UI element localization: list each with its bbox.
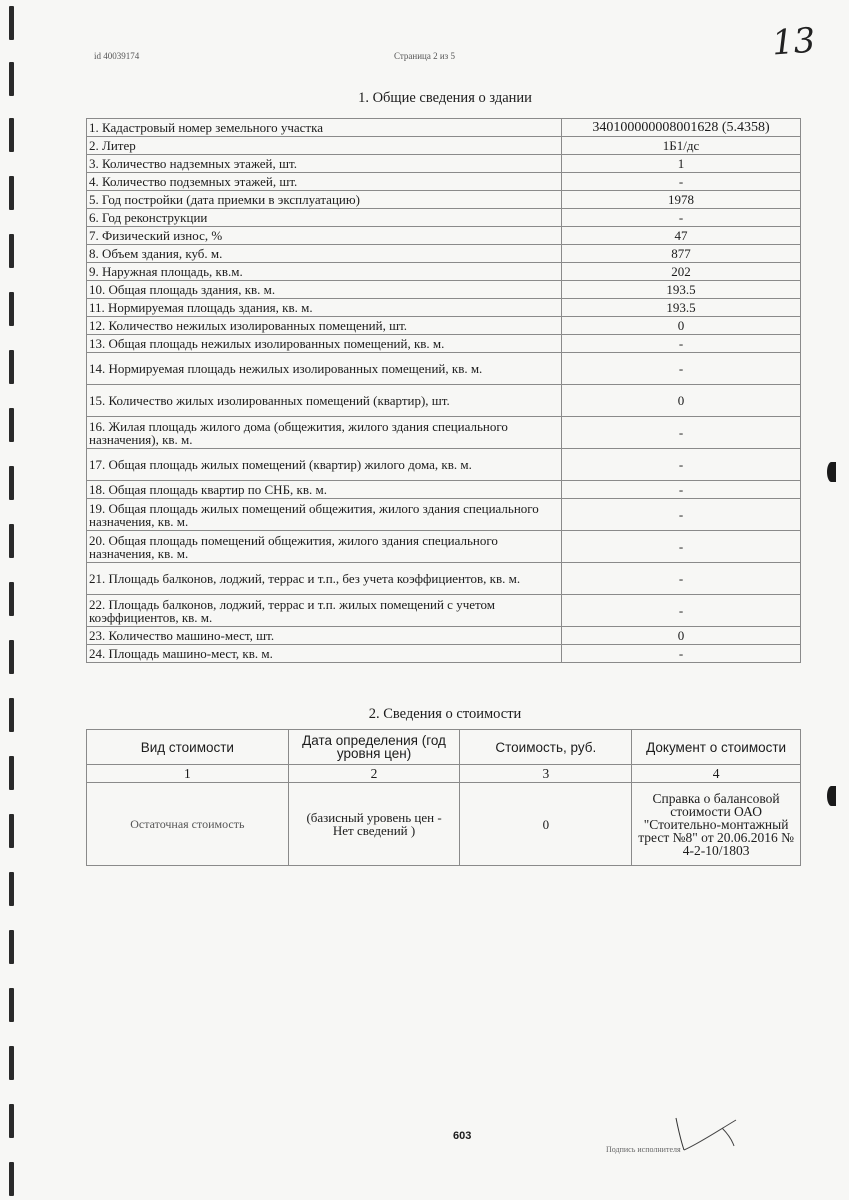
row-label: 21. Площадь балконов, лоджий, террас и т.п., без учета коэффициентов, кв. м.: [87, 563, 562, 595]
column-number: 3: [460, 765, 632, 783]
scan-edge-mark: [827, 462, 836, 482]
section-title-cost: 2. Сведения о стоимости: [368, 706, 522, 722]
row-value: -: [562, 173, 801, 191]
cost-table-row: [87, 783, 801, 866]
row-value: -: [562, 531, 801, 563]
general-table-row: [87, 263, 801, 281]
general-table-row: [87, 645, 801, 663]
general-table-row: [87, 481, 801, 499]
general-info-table: [86, 118, 801, 663]
row-value: -: [562, 499, 801, 531]
row-label: 7. Физический износ, %: [87, 227, 562, 245]
row-value: -: [562, 645, 801, 663]
cost-table-number-row: [87, 765, 801, 783]
row-value: 0: [562, 627, 801, 645]
column-header: Документ о стоимости: [632, 730, 801, 765]
row-value: 202: [562, 263, 801, 281]
signature-caption: Подпись исполнителя: [606, 1145, 681, 1154]
handwritten-page-number: 13: [770, 20, 817, 64]
row-value: -: [562, 353, 801, 385]
row-value: 1: [562, 155, 801, 173]
binder-hole: [9, 640, 14, 674]
general-table-row: [87, 531, 801, 563]
cost-table-header-row: [87, 730, 801, 765]
binder-holes: [0, 0, 26, 1200]
binder-hole: [9, 930, 14, 964]
binder-hole: [9, 292, 14, 326]
binder-hole: [9, 582, 14, 616]
general-table-row: [87, 449, 801, 481]
row-label: 2. Литер: [87, 137, 562, 155]
row-label: 20. Общая площадь помещений общежития, жилого здания специального назначения, кв. м.: [87, 531, 562, 563]
row-value: -: [562, 335, 801, 353]
general-table-row: [87, 155, 801, 173]
general-table-row: [87, 245, 801, 263]
column-header: Вид стоимости: [87, 730, 289, 765]
general-table-row: [87, 499, 801, 531]
cost-document-cell: Справка о балансовой стоимости ОАО "Стоительно-монтажный трест №8" от 20.06.2016 № 4-2-10/1803: [632, 783, 801, 866]
binder-hole: [9, 524, 14, 558]
row-label: 1. Кадастровый номер земельного участка: [87, 119, 562, 137]
general-table-row: [87, 299, 801, 317]
column-number: 4: [632, 765, 801, 783]
binder-hole: [9, 756, 14, 790]
binder-hole: [9, 350, 14, 384]
row-value: -: [562, 209, 801, 227]
row-value: 0: [562, 317, 801, 335]
general-table-row: [87, 209, 801, 227]
row-value: 47: [562, 227, 801, 245]
cost-value-cell: 0: [460, 783, 632, 866]
column-header: Стоимость, руб.: [460, 730, 632, 765]
general-table-row: [87, 417, 801, 449]
row-label: 4. Количество подземных этажей, шт.: [87, 173, 562, 191]
general-table-row: [87, 173, 801, 191]
row-value: 193.5: [562, 281, 801, 299]
binder-hole: [9, 814, 14, 848]
binder-hole: [9, 988, 14, 1022]
row-label: 18. Общая площадь квартир по СНБ, кв. м.: [87, 481, 562, 499]
row-label: 17. Общая площадь жилых помещений (квартир) жилого дома, кв. м.: [87, 449, 562, 481]
general-table-row: [87, 627, 801, 645]
column-number: 2: [288, 765, 460, 783]
row-value: -: [562, 481, 801, 499]
document-id: id 40039174: [94, 51, 140, 61]
binder-hole: [9, 408, 14, 442]
row-value: 193.5: [562, 299, 801, 317]
binder-hole: [9, 176, 14, 210]
general-table-row: [87, 595, 801, 627]
row-value: -: [562, 417, 801, 449]
row-label: 10. Общая площадь здания, кв. м.: [87, 281, 562, 299]
row-label: 13. Общая площадь нежилых изолированных помещений, кв. м.: [87, 335, 562, 353]
general-table-row: [87, 353, 801, 385]
page-number: 603: [453, 1130, 472, 1142]
row-label: 14. Нормируемая площадь нежилых изолированных помещений, кв. м.: [87, 353, 562, 385]
general-table-row: [87, 385, 801, 417]
cost-date-cell: (базисный уровень цен - Нет сведений ): [288, 783, 460, 866]
row-value: 0: [562, 385, 801, 417]
row-label: 9. Наружная площадь, кв.м.: [87, 263, 562, 281]
row-value: -: [562, 595, 801, 627]
general-table-row: [87, 317, 801, 335]
section-title-general: 1. Общие сведения о здании: [358, 90, 532, 106]
general-table-row: [87, 335, 801, 353]
binder-hole: [9, 1046, 14, 1080]
row-label: 12. Количество нежилых изолированных помещений, шт.: [87, 317, 562, 335]
row-value: 1Б1/дс: [562, 137, 801, 155]
row-value: 340100000008001628 (5.4358): [562, 119, 801, 137]
row-label: 5. Год постройки (дата приемки в эксплуатацию): [87, 191, 562, 209]
row-label: 22. Площадь балконов, лоджий, террас и т.п. жилых помещений с учетом коэффициентов, кв. м.: [87, 595, 562, 627]
general-table-row: [87, 563, 801, 595]
binder-hole: [9, 466, 14, 500]
binder-hole: [9, 1104, 14, 1138]
row-value: -: [562, 449, 801, 481]
general-table-row: [87, 119, 801, 137]
row-label: 23. Количество машино-мест, шт.: [87, 627, 562, 645]
page-info: Страница 2 из 5: [394, 51, 455, 61]
row-label: 8. Объем здания, куб. м.: [87, 245, 562, 263]
scan-edge-mark: [827, 786, 836, 806]
general-table-row: [87, 137, 801, 155]
column-number: 1: [87, 765, 289, 783]
row-label: 6. Год реконструкции: [87, 209, 562, 227]
binder-hole: [9, 6, 14, 40]
row-label: 3. Количество надземных этажей, шт.: [87, 155, 562, 173]
row-label: 19. Общая площадь жилых помещений общежития, жилого здания специального назначения, кв. м.: [87, 499, 562, 531]
general-table-row: [87, 191, 801, 209]
cost-type-cell: Остаточная стоимость: [87, 783, 289, 866]
row-value: 1978: [562, 191, 801, 209]
row-label: 24. Площадь машино-мест, кв. м.: [87, 645, 562, 663]
general-table-row: [87, 281, 801, 299]
row-value: 877: [562, 245, 801, 263]
binder-hole: [9, 118, 14, 152]
row-label: 15. Количество жилых изолированных помещений (квартир), шт.: [87, 385, 562, 417]
binder-hole: [9, 1162, 14, 1196]
row-label: 11. Нормируемая площадь здания, кв. м.: [87, 299, 562, 317]
row-value: -: [562, 563, 801, 595]
binder-hole: [9, 872, 14, 906]
general-table-row: [87, 227, 801, 245]
binder-hole: [9, 234, 14, 268]
cost-table: [86, 729, 801, 866]
row-label: 16. Жилая площадь жилого дома (общежития, жилого здания специального назначения), кв. м.: [87, 417, 562, 449]
column-header: Дата определения (год уровня цен): [288, 730, 460, 765]
